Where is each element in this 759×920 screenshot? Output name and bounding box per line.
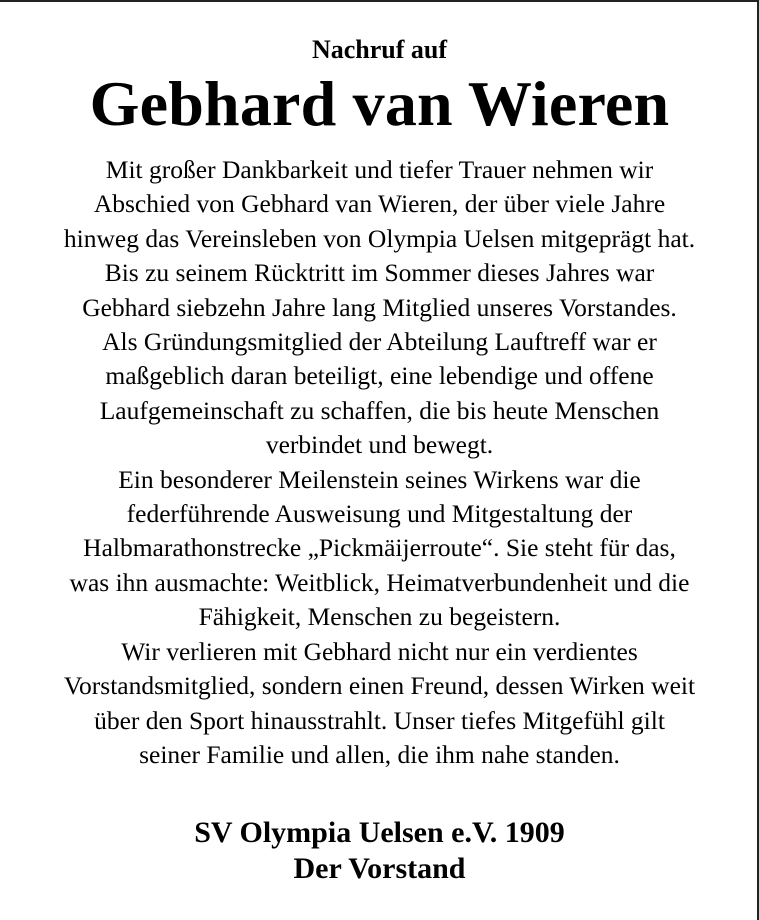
body-line: Halbmarathonstrecke „Pickmäijerroute“. Sie steht für das, (83, 533, 676, 563)
board-signature: Der Vorstand (293, 852, 466, 885)
notice-body (0, 153, 759, 772)
body-line: Vorstandsmitglied, sondern einen Freund, dessen Wirken weit (63, 671, 696, 701)
body-line: seiner Familie und allen, die ihm nahe standen. (139, 739, 620, 769)
body-line: Bis zu seinem Rücktritt im Sommer dieses Jahres war (104, 258, 655, 288)
signature-block (0, 815, 759, 887)
body-line: was ihn ausmachte: Weitblick, Heimatverbundenheit und die (69, 567, 690, 597)
notice-eyebrow: Nachruf auf (311, 35, 448, 64)
body-line: verbindet und bewegt. (265, 430, 494, 460)
body-line: federführende Ausweisung und Mitgestaltung der (126, 499, 633, 529)
body-line: hinweg das Vereinsleben von Olympia Uelsen mitgeprägt hat. (63, 223, 696, 253)
body-line: Wir verlieren mit Gebhard nicht nur ein verdientes (121, 636, 638, 666)
club-name: SV Olympia Uelsen e.V. 1909 (194, 816, 565, 849)
body-line: Abschied von Gebhard van Wieren, der über viele Jahre (93, 189, 666, 219)
body-line: Als Gründungsmitglied der Abteilung Lauftreff war er (102, 327, 657, 357)
body-line: Gebhard siebzehn Jahre lang Mitglied unseres Vorstandes. (82, 292, 677, 322)
body-line: Laufgemeinschaft zu schaffen, die bis heute Menschen (99, 395, 660, 425)
body-line: Mit großer Dankbarkeit und tiefer Trauer nehmen wir (105, 155, 654, 184)
body-line: maßgeblich daran beteiligt, eine lebendige und offene (105, 361, 654, 391)
deceased-name: Gebhard van Wieren (89, 68, 670, 139)
body-line: Ein besonderer Meilenstein seines Wirkens war die (118, 464, 641, 494)
body-line: über den Sport hinausstrahlt. Unser tiefes Mitgefühl gilt (94, 705, 665, 735)
body-line: Fähigkeit, Menschen zu begeistern. (198, 602, 561, 632)
